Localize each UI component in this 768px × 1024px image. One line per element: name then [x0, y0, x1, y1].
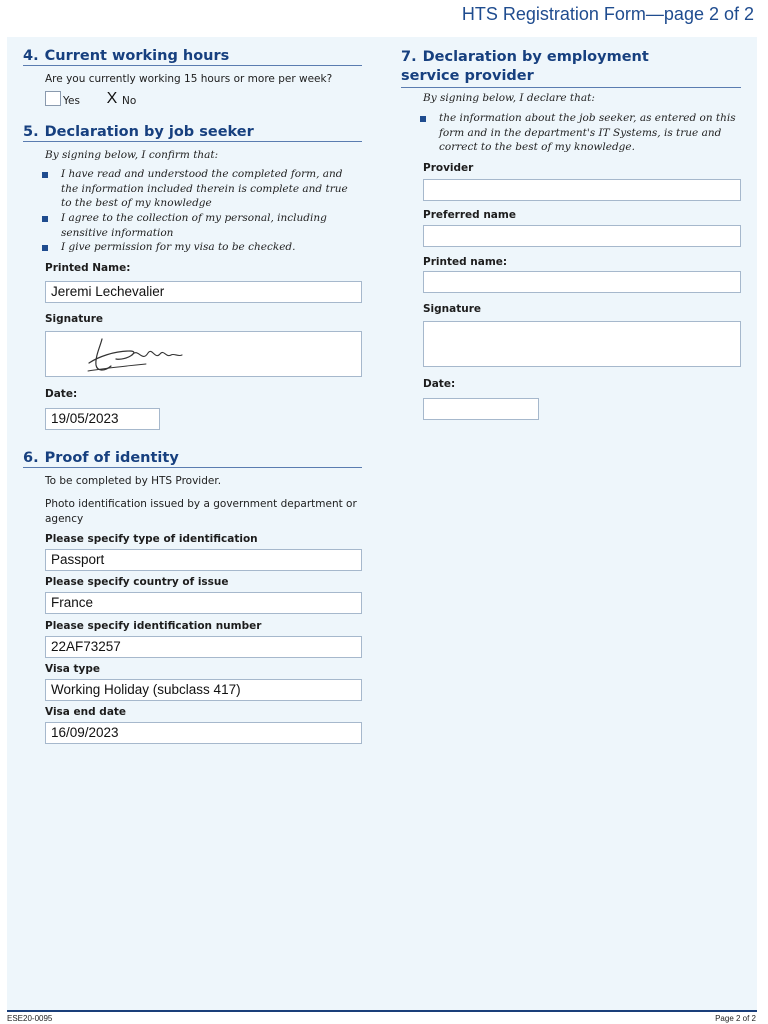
provider-note: To be completed by HTS Provider.: [45, 475, 222, 487]
section-6-title: Proof of identity: [44, 450, 179, 466]
section-7-number: 7.: [401, 49, 417, 65]
bullet-icon: [42, 172, 48, 178]
yes-label: Yes: [63, 95, 80, 107]
job-seeker-declaration-intro: By signing below, I confirm that:: [45, 149, 219, 161]
section-7-heading: [401, 48, 741, 88]
provider-date-field[interactable]: [423, 398, 539, 420]
country-field[interactable]: France: [45, 592, 362, 614]
id-number-label: Please specify identification number: [45, 620, 262, 632]
declaration-item-2: I agree to the collection of my personal, including sensitive information: [61, 212, 327, 239]
provider-date-label: Date:: [423, 378, 456, 390]
provider-signature-box[interactable]: [423, 321, 741, 367]
date-label: Date:: [45, 388, 78, 400]
no-label: No: [122, 95, 137, 107]
provider-label: Provider: [423, 162, 474, 174]
country-label: Please specify country of issue: [45, 576, 229, 588]
id-number-field[interactable]: 22AF73257: [45, 636, 362, 658]
footer-rule: [7, 1010, 757, 1012]
section-4-number: 4.: [23, 48, 39, 64]
provider-signature-label: Signature: [423, 303, 482, 315]
page-number: Page 2 of 2: [715, 1014, 756, 1023]
provider-declaration-item: the information about the job seeker, as entered on this form and in the department's IT Systems, is true and correct to the best of my knowledge.: [439, 112, 736, 153]
bullet-icon: [42, 245, 48, 251]
section-4-heading: [23, 48, 362, 66]
visa-end-field[interactable]: 16/09/2023: [45, 722, 362, 744]
handwritten-signature: [86, 333, 216, 377]
signature-label: Signature: [45, 313, 104, 325]
section-7-title-line-2: service provider: [401, 68, 534, 84]
id-type-label: Please specify type of identification: [45, 533, 258, 545]
declaration-item-1: I have read and understood the completed form, and the information included therein is complete and true to the best of my knowledge: [61, 168, 348, 209]
provider-field[interactable]: [423, 179, 741, 201]
preferred-name-label: Preferred name: [423, 209, 516, 221]
printed-name-label: Printed Name:: [45, 262, 131, 274]
id-type-field[interactable]: Passport: [45, 549, 362, 571]
section-4-title: Current working hours: [44, 48, 230, 64]
section-5-heading: [23, 124, 362, 142]
signature-box[interactable]: [45, 331, 362, 377]
provider-printed-name-field[interactable]: [423, 271, 741, 293]
working-hours-question: Are you currently working 15 hours or more per week?: [45, 73, 333, 85]
provider-declaration-intro: By signing below, I declare that:: [423, 92, 595, 104]
visa-type-field[interactable]: Working Holiday (subclass 417): [45, 679, 362, 701]
section-6-heading: [23, 450, 362, 468]
section-5-number: 5.: [23, 124, 39, 140]
section-7-title-line-1: Declaration by employment: [422, 49, 649, 65]
visa-type-label: Visa type: [45, 663, 101, 675]
form-title: HTS Registration Form—page 2 of 2: [461, 4, 754, 24]
form-code: ESE20-0095: [7, 1014, 53, 1023]
photo-id-note: Photo identification issued by a government department or agency: [45, 498, 357, 525]
section-6-number: 6.: [23, 450, 39, 466]
declaration-item-3: I give permission for my visa to be checked.: [61, 241, 296, 253]
bullet-icon: [420, 116, 426, 122]
printed-name-field[interactable]: Jeremi Lechevalier: [45, 281, 362, 303]
section-5-title: Declaration by job seeker: [44, 124, 254, 140]
date-field[interactable]: 19/05/2023: [45, 408, 160, 430]
no-checkbox[interactable]: X: [106, 90, 118, 107]
visa-end-label: Visa end date: [45, 706, 127, 718]
bullet-icon: [42, 216, 48, 222]
provider-printed-name-label: Printed name:: [423, 256, 508, 268]
yes-checkbox[interactable]: [45, 91, 61, 106]
preferred-name-field[interactable]: [423, 225, 741, 247]
